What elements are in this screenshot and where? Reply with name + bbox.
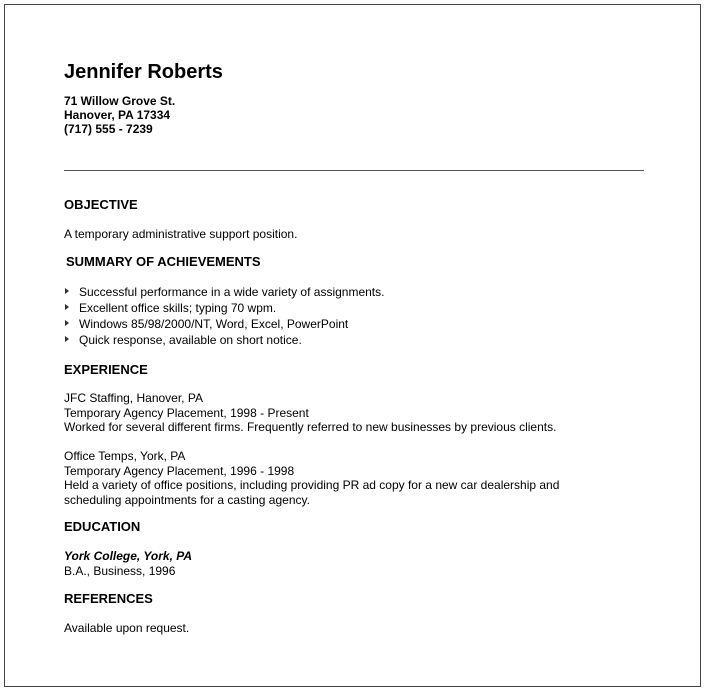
triangle-right-icon	[65, 304, 69, 310]
job-employer: JFC Staffing, Hanover, PA	[64, 391, 203, 405]
summary-item-text: Quick response, available on short notice.	[79, 333, 302, 347]
resume-page	[4, 4, 701, 687]
experience-heading: EXPERIENCE	[64, 362, 148, 377]
summary-item-text: Successful performance in a wide variety of assignments.	[79, 285, 385, 299]
job-entry	[64, 391, 556, 435]
summary-item-text: Excellent office skills; typing 70 wpm.	[79, 301, 277, 315]
job-employer: Office Temps, York, PA	[64, 449, 186, 463]
job-title: Temporary Agency Placement, 1996 - 1998	[64, 463, 295, 478]
triangle-right-icon	[65, 288, 69, 294]
contact-info	[64, 94, 175, 136]
job-entry	[64, 449, 559, 507]
job-title: Temporary Agency Placement, 1998 - Present	[64, 405, 309, 420]
objective-heading: OBJECTIVE	[64, 197, 138, 212]
resume-name: Jennifer Roberts	[64, 61, 223, 83]
education-degree: B.A., Business, 1996	[64, 563, 176, 578]
education-heading: EDUCATION	[64, 519, 141, 534]
summary-heading: SUMMARY OF ACHIEVEMENTS	[66, 254, 261, 269]
job-description: Worked for several different firms. Frequently referred to new businesses by previous clients.	[64, 420, 557, 434]
list-item	[64, 300, 384, 316]
triangle-right-icon	[65, 336, 69, 342]
job-description: Held a variety of office positions, including providing PR ad copy for a new car dealership and	[64, 478, 560, 492]
summary-list	[64, 284, 384, 348]
list-item	[64, 284, 384, 300]
contact-phone: (717) 555 - 7239	[64, 122, 153, 136]
references-text: Available upon request.	[64, 621, 190, 635]
education-entry	[64, 549, 192, 578]
list-item	[64, 332, 384, 348]
list-item	[64, 316, 384, 332]
contact-city: Hanover, PA 17334	[64, 108, 171, 122]
triangle-right-icon	[65, 320, 69, 326]
summary-item-text: Windows 85/98/2000/NT, Word, Excel, PowerPoint	[79, 317, 349, 331]
contact-street: 71 Willow Grove St.	[64, 94, 176, 108]
references-heading: REFERENCES	[64, 591, 153, 606]
education-school: York College, York, PA	[64, 549, 193, 563]
objective-text: A temporary administrative support position.	[64, 227, 298, 241]
header-divider	[64, 170, 644, 171]
job-description: scheduling appointments for a casting agency.	[64, 492, 310, 507]
